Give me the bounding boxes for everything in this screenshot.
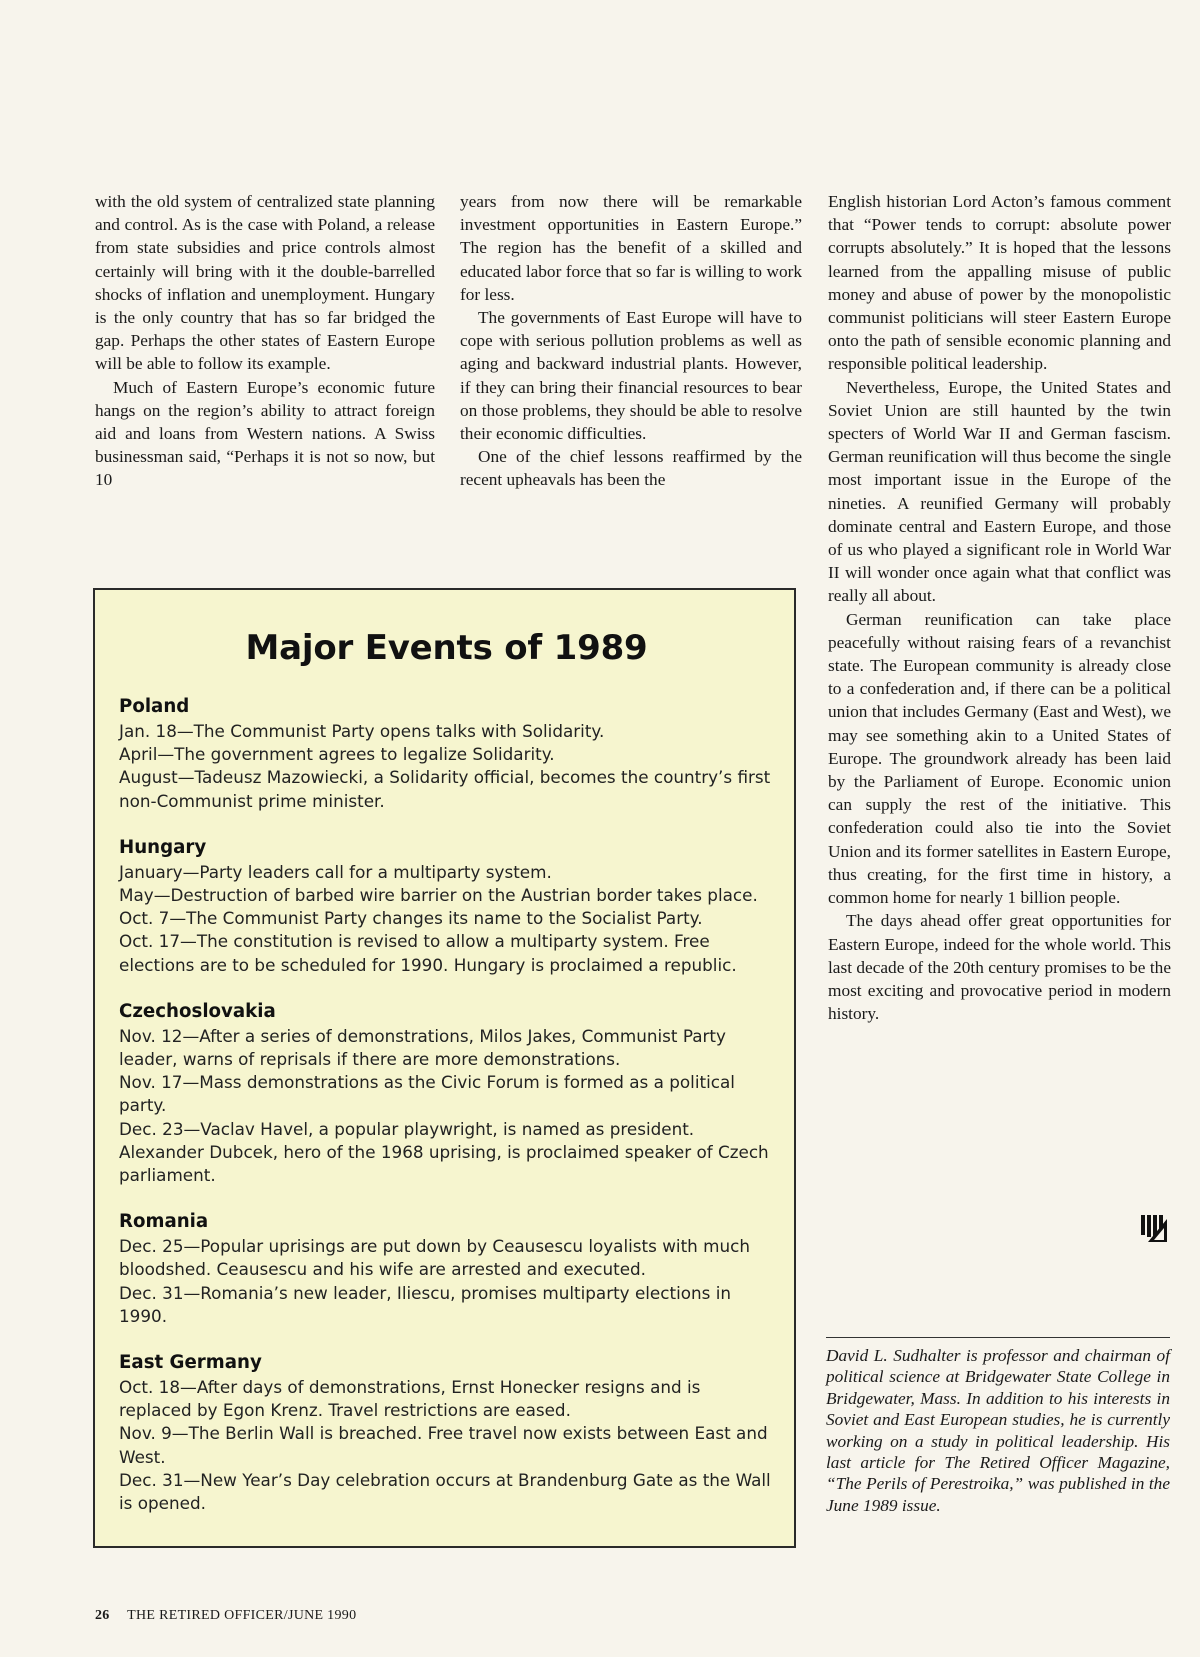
article-paragraph: The days ahead offer great opportunities for Eastern Europe, indeed for the whole world. This last decade of the 20th century promises to be the most exciting and provocative period in modern history. (828, 911, 1171, 1024)
event-item: Dec. 31—Romania’s new leader, Iliescu, promises multiparty elections in 1990. (119, 1282, 732, 1326)
article-paragraph: One of the chief lessons reaffirmed by the recent upheavals has been the (460, 447, 802, 490)
article-paragraph: English historian Lord Acton’s famous comment that “Power tends to corrupt: absolute power corrupts absolutely.” It is hoped that the lessons learned from the appalling misuse of public money and abuse of power by the monopolistic communist politicians will steer Eastern Europe onto the path of sensible economic planning and responsible political leadership. (828, 192, 1171, 374)
author-bio: David L. Sudhalter is professor and chairman of political science at Bridgewater State College in Bridgewater, Mass. In addition to his interests in Soviet and East European studies, he is currently working on a study in political leadership. His last article for The Retired Officer Magazine, “The Perils of Perestroika,” was published in the June 1989 issue. (826, 1346, 1170, 1515)
country-section-romania (119, 1211, 774, 1328)
article-paragraph: with the old system of centralized state planning and control. As is the case with Poland, a release from state subsidies and price controls almost certainly will bring with it the double-barrelled shocks of inflation and unemployment. Hungary is the only country that has so far bridged the gap. Perhaps the other states of Eastern Europe will be able to follow its example. (95, 192, 435, 374)
country-heading: Romania (119, 1211, 209, 1233)
country-heading: Czechoslovakia (119, 1000, 276, 1022)
page-footer (95, 1608, 356, 1624)
article-column-2 (460, 190, 802, 492)
publication-line: THE RETIRED OFFICER/JUNE 1990 (127, 1608, 357, 1623)
major-events-sidebar (93, 588, 796, 1548)
article-paragraph: years from now there will be remarkable investment opportunities in Eastern Europe.” The region has the benefit of a skilled and educated labor force that so far is willing to work for less. (460, 192, 802, 304)
country-heading: Hungary (119, 836, 207, 858)
events-title: Major Events of 1989 (245, 628, 648, 668)
article-paragraph: Nevertheless, Europe, the United States and Soviet Union are still haunted by the twin specters of World War II and German fascism. German reunification will thus become the single most important issue in the Europe of the nineties. A reunified Germany will probably dominate central and Eastern Europe, and those of us who played a significant role in World War II will wonder once again what that conflict was really all about. (828, 377, 1171, 606)
article-paragraph: Much of Eastern Europe’s economic future hangs on the region’s ability to attract foreign aid and loans from Western nations. A Swiss businessman said, “Perhaps it is not so now, but 10 (95, 377, 435, 490)
country-heading: East Germany (119, 1352, 262, 1374)
event-item: August—Tadeusz Mazowiecki, a Solidarity official, becomes the country’s first non-Communist prime minister. (119, 767, 771, 811)
event-item: January—Party leaders call for a multiparty system. (119, 861, 552, 882)
event-item: Oct. 18—After days of demonstrations, Ernst Honecker resigns and is replaced by Egon Krenz. Travel restrictions are eased. (119, 1377, 701, 1421)
country-section-poland (119, 696, 774, 813)
event-item: Nov. 17—Mass demonstrations as the Civic Forum is formed as a political party. (119, 1072, 735, 1116)
event-item: Dec. 25—Popular uprisings are put down by Ceausescu loyalists with much bloodshed. Ceausescu and his wife are arrested and executed. (119, 1236, 750, 1280)
article-column-3 (828, 190, 1171, 1025)
article-paragraph: The governments of East Europe will have to cope with serious pollution problems as well as aging and backward industrial plants. However, if they can bring their financial resources to bear on those problems, they should be able to resolve their economic difficulties. (460, 308, 802, 444)
country-heading: Poland (119, 696, 190, 717)
country-section-hungary (119, 837, 774, 977)
article-paragraph: German reunification can take place peacefully without raising fears of a revanchist state. The European community is already close to a confederation and, if there can be a political union that includes Germany (East and West), we may see something akin to a United States of Europe. The groundwork already has been laid by the Parliament of Europe. Economic union can supply the rest of the initiative. This confederation could also tie into the Soviet Union and its former satellites in Eastern Europe, thus creating, for the first time in history, a common home for nearly 1 billion people. (828, 609, 1171, 908)
article-column-1 (95, 190, 435, 492)
country-section-czechoslovakia (119, 1001, 774, 1187)
bio-divider (826, 1337, 1170, 1338)
event-item: Dec. 31—New Year’s Day celebration occurs at Brandenburg Gate as the Wall is opened. (119, 1469, 771, 1514)
event-item: Oct. 7—The Communist Party changes its name to the Socialist Party. (119, 908, 703, 929)
event-item: April—The government agrees to legalize Solidarity. (119, 744, 555, 765)
page-number: 26 (95, 1608, 110, 1623)
event-item: Nov. 9—The Berlin Wall is breached. Free travel now exists between East and West. (119, 1423, 768, 1467)
event-item: Dec. 23—Vaclav Havel, a popular playwright, is named as president. Alexander Dubcek, hero of the 1968 uprising, is proclaimed speaker of Czech parliament. (119, 1118, 769, 1186)
event-item: Nov. 12—After a series of demonstrations, Milos Jakes, Communist Party leader, warns of reprisals if there are more demonstrations. (119, 1025, 726, 1070)
event-item: Jan. 18—The Communist Party opens talks with Solidarity. (119, 721, 605, 741)
event-item: Oct. 17—The constitution is revised to allow a multiparty system. Free elections are to be scheduled for 1990. Hungary is proclaimed a republic. (119, 931, 737, 975)
end-of-article-mark-icon (1140, 1213, 1168, 1243)
event-item: May—Destruction of barbed wire barrier on the Austrian border takes place. (119, 885, 758, 906)
country-section-east-germany (119, 1352, 774, 1515)
